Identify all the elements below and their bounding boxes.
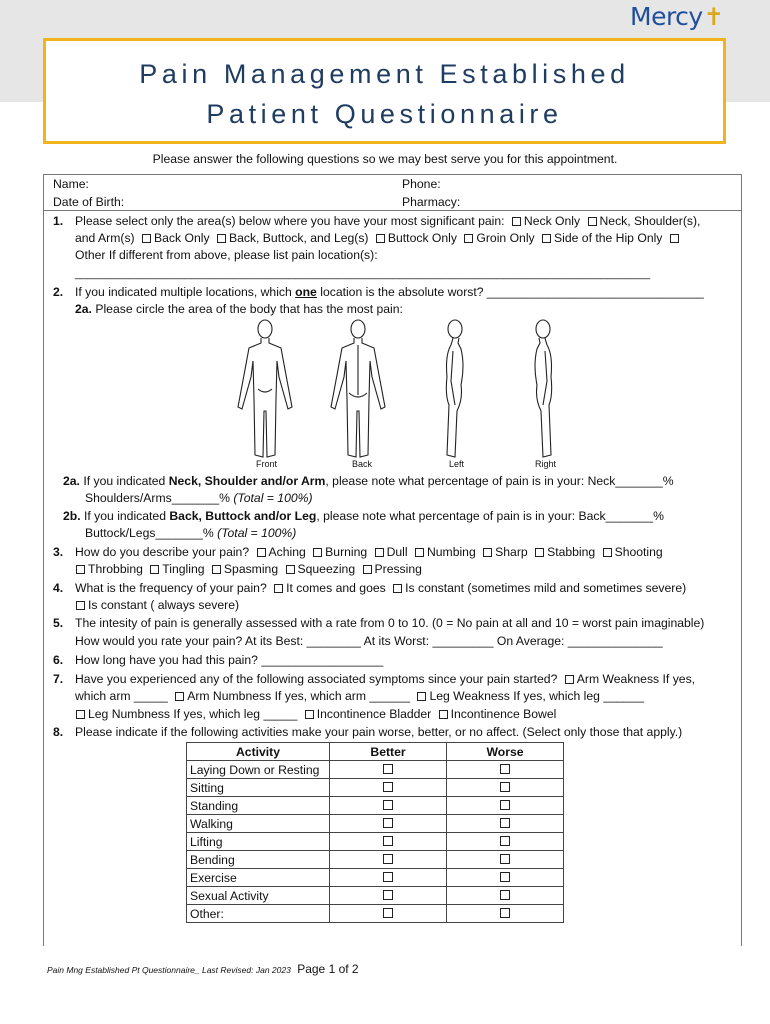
header-better: Better (330, 743, 447, 761)
figure-label-left: Left (449, 459, 465, 469)
worse-checkbox[interactable] (500, 890, 510, 900)
checkbox[interactable] (542, 234, 551, 243)
body-front-figure[interactable] (238, 320, 292, 457)
body-back-figure[interactable] (331, 320, 385, 457)
checkbox[interactable] (305, 710, 314, 719)
q1-number: 1. (53, 214, 64, 228)
activity-name: Walking (187, 815, 330, 833)
header-worse: Worse (447, 743, 564, 761)
intro-text: Please answer the following questions so we may best serve you for this appointment. (152, 152, 618, 166)
title-box (43, 38, 726, 144)
q7-line1 (75, 671, 695, 688)
checkbox[interactable] (286, 565, 295, 574)
checkbox[interactable] (565, 675, 574, 684)
q7-text: Have you experienced any of the following associated symptoms since your pain started? (75, 672, 558, 686)
q7-opt-bowel: Incontinence Bowel (450, 707, 557, 721)
checkbox[interactable] (212, 565, 221, 574)
checkbox[interactable] (588, 217, 597, 226)
q1-text: Please select only the area(s) below where you have your most significant pain: (75, 214, 505, 228)
activity-name: Sitting (187, 779, 330, 797)
checkbox[interactable] (415, 548, 424, 557)
table-row (187, 833, 564, 851)
q3-text: How do you describe your pain? (75, 545, 250, 559)
checkbox[interactable] (535, 548, 544, 557)
activity-name: Lifting (187, 833, 330, 851)
q2b-line1 (63, 508, 664, 525)
q4-opt-comes-goes: It comes and goes (286, 581, 386, 595)
checkbox[interactable] (363, 565, 372, 574)
body-diagram[interactable] (225, 315, 565, 475)
q1-blank[interactable]: ______________________________________________________________________________________________ (75, 268, 651, 280)
q2b-post[interactable]: , please note what percentage of pain is in your: Back_______% (316, 509, 664, 523)
checkbox[interactable] (439, 710, 448, 719)
mercy-logo: Mercy✝ (630, 2, 724, 31)
q2b-buttock[interactable]: Buttock/Legs_______% (85, 526, 214, 540)
q7-opt-leg-weakness: Leg Weakness If yes, which leg ______ (429, 689, 644, 703)
q7-opt-arm-numbness: Arm Numbness If yes, which arm ______ (187, 689, 411, 703)
q7-opt-leg-numbness: Leg Numbness If yes, which leg _____ (88, 707, 298, 721)
q1-opt-hip: Side of the Hip Only (554, 231, 663, 245)
q4-line1 (75, 580, 686, 597)
worse-checkbox[interactable] (500, 782, 510, 792)
table-row (187, 887, 564, 905)
body-right-figure[interactable] (535, 320, 552, 457)
worse-checkbox[interactable] (500, 908, 510, 918)
figure-label-front: Front (256, 459, 278, 469)
q5-number: 5. (53, 616, 64, 630)
table-row (187, 815, 564, 833)
better-checkbox[interactable] (383, 890, 393, 900)
q5-line1: The intesity of pain is generally assessed with a rate from 0 to 10. (0 = No pain at all and 10 = worst pain imaginable) (75, 616, 705, 630)
checkbox[interactable] (150, 565, 159, 574)
q3-opt-dull: Dull (386, 545, 408, 559)
q3-opt-numbing: Numbing (426, 545, 476, 559)
q1-opt-buttock: Buttock Only (387, 231, 457, 245)
dob-field[interactable]: Date of Birth: (53, 195, 125, 209)
checkbox[interactable] (217, 234, 226, 243)
better-checkbox[interactable] (383, 872, 393, 882)
q1-line3: Other If different from above, please list pain location(s): (75, 248, 378, 262)
q8-line: Please indicate if the following activities make your pain worse, better, or no affect. (Select only those that apply.) (75, 725, 683, 739)
q7-which-arm[interactable]: which arm _____ (75, 689, 168, 703)
q2a2-shoulders[interactable]: Shoulders/Arms_______% (85, 491, 230, 505)
q1-line2 (75, 230, 682, 247)
q6-line[interactable]: How long have you had this pain? __________________ (75, 653, 384, 667)
q3-line1 (75, 544, 663, 561)
activity-name: Bending (187, 851, 330, 869)
checkbox[interactable] (417, 692, 426, 701)
q2b-number: 2b. (63, 509, 81, 523)
q2b-total: (Total = 100%) (217, 526, 297, 540)
better-checkbox[interactable] (383, 782, 393, 792)
q2a2-line2 (85, 490, 313, 507)
q3-opt-throbbing: Throbbing (88, 562, 143, 576)
checkbox[interactable] (76, 565, 85, 574)
checkbox[interactable] (464, 234, 473, 243)
q3-line2 (72, 561, 422, 578)
q2b-pre: If you indicated (84, 509, 166, 523)
q3-opt-aching: Aching (268, 545, 306, 559)
q3-opt-tingling: Tingling (162, 562, 205, 576)
page-title-line2: Patient Questionnaire (206, 99, 563, 129)
q3-opt-shooting: Shooting (614, 545, 663, 559)
q4-text: What is the frequency of your pain? (75, 581, 267, 595)
q2a2-total: (Total = 100%) (233, 491, 313, 505)
activity-name: Exercise (187, 869, 330, 887)
worse-checkbox[interactable] (500, 836, 510, 846)
q1-opt-neck: Neck Only (523, 214, 581, 228)
table-row (187, 761, 564, 779)
table-row (187, 869, 564, 887)
body-left-figure[interactable] (446, 320, 463, 457)
q2a2-post[interactable]: , please note what percentage of pain is in your: Neck_______% (325, 474, 674, 488)
name-field[interactable]: Name: (53, 177, 89, 191)
footer (47, 962, 359, 976)
q7-line2 (75, 688, 644, 705)
activity-table-header (187, 743, 564, 761)
table-row (187, 905, 564, 923)
q3-opt-stabbing: Stabbing (547, 545, 596, 559)
q7-opt-bladder: Incontinence Bladder (316, 707, 432, 721)
q2-number: 2. (53, 285, 64, 299)
better-checkbox[interactable] (383, 836, 393, 846)
cross-icon: ✝ (703, 3, 724, 31)
checkbox[interactable] (175, 692, 184, 701)
figure-label-back: Back (352, 459, 373, 469)
checkbox[interactable] (257, 548, 266, 557)
checkbox[interactable] (603, 548, 612, 557)
better-checkbox[interactable] (383, 908, 393, 918)
pharmacy-field[interactable]: Pharmacy: (402, 195, 461, 209)
checkbox[interactable] (274, 584, 283, 593)
q4-opt-constant-mild: Is constant (sometimes mild and sometimes severe) (405, 581, 687, 595)
activity-name: Sexual Activity (187, 887, 330, 905)
page-number: Page 1 of 2 (297, 962, 359, 976)
worse-checkbox[interactable] (500, 764, 510, 774)
q7-number: 7. (53, 672, 64, 686)
divider (44, 210, 741, 211)
q2b-line2 (85, 525, 296, 542)
better-checkbox[interactable] (383, 854, 393, 864)
q2a2-bold: Neck, Shoulder and/or Arm (168, 474, 326, 488)
activity-name: Standing (187, 797, 330, 815)
better-checkbox[interactable] (383, 818, 393, 828)
table-row (187, 779, 564, 797)
q7-line3 (72, 706, 556, 723)
q3-opt-spasming: Spasming (223, 562, 279, 576)
q2b-bold: Back, Buttock and/or Leg (169, 509, 317, 523)
q3-opt-burning: Burning (325, 545, 368, 559)
q1-opt-back: Back Only (154, 231, 210, 245)
checkbox[interactable] (76, 601, 85, 610)
activity-name: Other: (187, 905, 330, 923)
worse-checkbox[interactable] (500, 854, 510, 864)
header-activity: Activity (187, 743, 330, 761)
q3-opt-pressing: Pressing (374, 562, 422, 576)
footer-text: Pain Mng Established Pt Questionnaire_ Last Revised: Jan 2023 (47, 965, 291, 975)
q2a2-number: 2a. (63, 474, 80, 488)
q2-line (75, 284, 704, 301)
page-title-line1: Pain Management Established (139, 59, 630, 89)
q4-opt-constant-severe: Is constant ( always severe) (88, 598, 240, 612)
q1-opt-groin: Groin Only (476, 231, 535, 245)
q1-line1 (75, 213, 700, 230)
checkbox[interactable] (393, 584, 402, 593)
q2a2-line1 (63, 473, 674, 490)
checkbox[interactable] (375, 548, 384, 557)
better-checkbox[interactable] (383, 800, 393, 810)
q2a2-pre: If you indicated (83, 474, 166, 488)
q8-number: 8. (53, 725, 64, 739)
worse-checkbox[interactable] (500, 818, 510, 828)
q7-opt-arm-weakness: Arm Weakness If yes, (576, 672, 696, 686)
better-checkbox[interactable] (383, 764, 393, 774)
q1-opt-back-buttock-leg: Back, Buttock, and Leg(s) (228, 231, 369, 245)
q2a-text: Please circle the area of the body that has the most pain: (95, 302, 403, 316)
q2-text-em: one (295, 285, 317, 299)
checkbox[interactable] (483, 548, 492, 557)
q3-opt-sharp: Sharp (495, 545, 528, 559)
checkbox[interactable] (376, 234, 385, 243)
worse-checkbox[interactable] (500, 800, 510, 810)
checkbox[interactable] (313, 548, 322, 557)
activity-name: Laying Down or Resting (187, 761, 330, 779)
q2a-number: 2a. (75, 302, 92, 316)
q1-opt-neck-shoulder: Neck, Shoulder(s), (599, 214, 701, 228)
q2-text-pre: If you indicated multiple locations, which (75, 285, 292, 299)
q5-line2[interactable]: How would you rate your pain? At its Best: ________ At its Worst: _________ On Average: ______________ (75, 634, 663, 648)
checkbox[interactable] (512, 217, 521, 226)
checkbox[interactable] (670, 234, 679, 243)
table-row (187, 797, 564, 815)
table-row (187, 851, 564, 869)
q2-text-post[interactable]: location is the absolute worst? ________________________________ (320, 285, 704, 299)
q6-number: 6. (53, 653, 64, 667)
checkbox[interactable] (76, 710, 85, 719)
worse-checkbox[interactable] (500, 872, 510, 882)
q3-number: 3. (53, 545, 64, 559)
phone-field[interactable]: Phone: (402, 177, 441, 191)
q3-opt-squeezing: Squeezing (297, 562, 356, 576)
q1-and-arms: and Arm(s) (75, 231, 135, 245)
figure-label-right: Right (535, 459, 557, 469)
q4-line2 (72, 597, 239, 614)
checkbox[interactable] (142, 234, 151, 243)
q4-number: 4. (53, 581, 64, 595)
activity-table (186, 742, 564, 923)
